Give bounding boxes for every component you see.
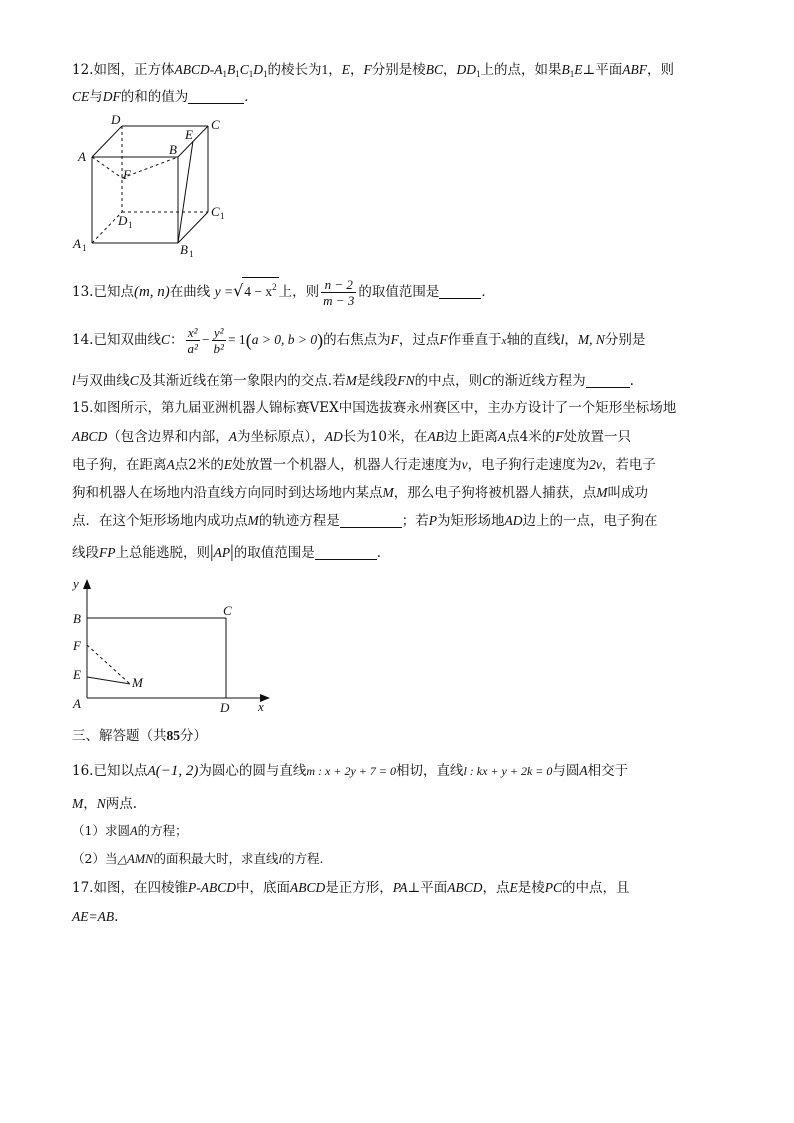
- cube-label-a: A: [78, 149, 86, 164]
- q14-line1: 14.已知双曲线C： $\frac{\text{x²}}{\text{a²}}$ − $\frac{\text{y²}}{\text{b²}}$ = 1(a > 0, b > 0)的右焦点为F，过点F作垂直于x轴的直线l，M, N分别是: [72, 325, 646, 356]
- q15-line3: 电子狗，在距离A点2米的E处放置一个机器人，机器人行走速度为v，电子狗行走速度为2v，若电子: [72, 457, 656, 473]
- cube-label-e: E: [185, 127, 193, 142]
- q16-line2: M，N两点.: [72, 796, 138, 812]
- svg-text:1: 1: [189, 249, 194, 259]
- q15-line5: 点．在这个矩形场地内成功点M的轨迹方程是 ；若P为矩形场地AD边上的一点，电子狗在: [72, 513, 658, 529]
- svg-text:1: 1: [82, 243, 87, 253]
- q16-part1: （1）求圆A的方程；: [72, 823, 188, 838]
- answer-blank[interactable]: [586, 373, 630, 388]
- svg-text:1: 1: [128, 220, 133, 230]
- field-label-c: C: [223, 603, 232, 618]
- q13-line: 13.已知点(m, n)在曲线 $y =√4 - x^2$ 上，则 $\frac{n - 2}{m - 3}$ 的取值范围是 ．: [72, 277, 495, 308]
- q17-line2: AE=AB.: [72, 909, 119, 925]
- cube-figure: [70, 110, 240, 260]
- field-label-a: A: [73, 696, 81, 711]
- answer-blank[interactable]: [340, 513, 402, 528]
- field-label-d: D: [220, 700, 230, 715]
- cube-label-b1: B: [180, 242, 188, 257]
- q13-fraction: $\frac{n - 2}{m - 3}$: [323, 277, 355, 308]
- q12-line1: 12.如图，正方体ABCD-$A_1B_1C_1D_1$的棱长为1，E，F分别是棱BC，$DD_1$上的点，如果$B_1E\perp$平面ABF，则: [72, 62, 674, 79]
- cube-label-d1: D: [118, 213, 128, 228]
- svg-text:1: 1: [220, 211, 225, 221]
- cube-label-f: F: [123, 167, 131, 182]
- answer-blank[interactable]: [439, 284, 481, 299]
- cube-label-d: D: [111, 112, 121, 127]
- q14-line2: l与双曲线C及其渐近线在第一象限内的交点.若M是线段FN的中点，则C的渐近线方程为 .: [72, 373, 634, 389]
- field-label-e: E: [73, 667, 81, 682]
- axis-label-x: x: [258, 699, 264, 714]
- answer-blank[interactable]: [188, 89, 244, 104]
- q16-line1: 16.已知以点A(−1, 2)为圆心的圆与直线m : x + 2y + 7 = 0相切，直线l : kx + y + 2k = 0与圆A相交于: [72, 763, 629, 779]
- q15-line2: ABCD（包含边界和内部，A为坐标原点），AD长为10米，在AB边上距离A点4米的F处放置一只: [72, 429, 632, 445]
- q15-line4: 狗和机器人在场地内沿直线方向同时到达场地内某点M，那么电子狗将被机器人捕获，点M叫成功: [72, 485, 648, 501]
- cube-label-c: C: [211, 117, 220, 132]
- q16-part2: （2）当△AMN的面积最大时，求直线l的方程.: [72, 851, 324, 866]
- cube-label-c1: C: [211, 204, 220, 219]
- q15-line6: 线段FP上总能逃脱，则|AP|的取值范围是 .: [72, 541, 382, 561]
- axis-label-y: y: [73, 576, 79, 591]
- field-figure: [70, 575, 280, 715]
- field-label-b: B: [73, 611, 81, 626]
- field-label-m: M: [132, 675, 143, 690]
- q12-line2: CE与DF的和的值为 ．: [72, 89, 258, 105]
- field-label-f: F: [73, 638, 81, 653]
- y-axis-arrow: [83, 579, 91, 589]
- cube-label-a1: A: [73, 236, 81, 251]
- q15-line1: 15.如图所示，第九届亚洲机器人锦标赛VEX中国选拔赛永州赛区中，主办方设计了一个矩形坐标场地: [72, 400, 677, 416]
- cube-label-b: B: [169, 142, 177, 157]
- q17-line1: 17.如图，在四棱锥P-ABCD中，底面ABCD是正方形，PA⊥平面ABCD，点E是棱PC的中点，且: [72, 880, 630, 896]
- section-heading: 三、解答题（共85分）: [72, 728, 207, 744]
- answer-blank[interactable]: [315, 545, 377, 560]
